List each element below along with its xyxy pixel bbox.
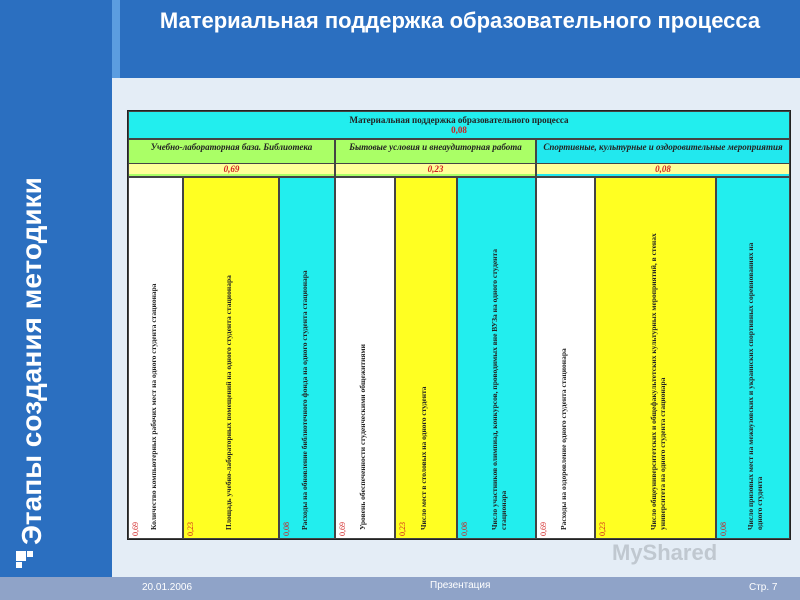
- indicator-column: [183, 177, 279, 539]
- indicator-label: Уровень обеспеченности студенческими общежитиями: [358, 344, 367, 530]
- indicator-column: [395, 177, 457, 539]
- logo-square: [16, 562, 22, 568]
- indicator-label: Число общеуниверситетских и общефакультетских культурных мероприятий, в стенах университета на одного студента стационара: [648, 233, 667, 530]
- group-weight: 0,69: [129, 163, 334, 174]
- group-header: [128, 139, 335, 177]
- indicator-label: Расходы на оздоровление одного студента стационара: [558, 348, 568, 530]
- indicator-weight: 0,23: [598, 522, 607, 536]
- indicator-column: [128, 177, 183, 539]
- indicator-weight: 0,69: [539, 522, 548, 536]
- table-title-weight: 0,08: [451, 125, 467, 135]
- logo-square: [16, 551, 26, 561]
- indicator-weight: 0,08: [719, 522, 728, 536]
- group-label: Бытовые условия и внеаудиторная работа: [349, 142, 522, 152]
- page-title: Материальная поддержка образовательного процесса: [159, 8, 761, 33]
- support-table: [127, 110, 791, 540]
- group-weight: 0,23: [336, 163, 535, 174]
- footer-page: Стр. 7: [749, 582, 778, 593]
- indicator-weight: 0,08: [460, 522, 469, 536]
- indicator-label: Площадь учебно-лабораторных помещений на одного студента стационара: [224, 275, 233, 530]
- sidebar-title: Этапы создания методики: [16, 177, 47, 545]
- indicator-label: Число мест в столовых на одного студента: [419, 386, 428, 530]
- indicator-label: Расходы на обновление библиотечного фонда на одного студента стационара: [300, 270, 309, 530]
- group-label: Спортивные, культурные и оздоровительные мероприятия: [543, 142, 783, 152]
- indicator-weight: 0,08: [282, 522, 291, 536]
- footer: [0, 577, 800, 600]
- watermark: MyShared: [612, 540, 718, 565]
- table-title-cell: [128, 111, 790, 139]
- indicator-column: [595, 177, 716, 539]
- indicator-weight: 0,69: [131, 522, 140, 536]
- group-weight: 0,08: [537, 163, 789, 174]
- indicator-label: Количество компьютерных рабочих мест на одного студента стационара: [148, 283, 158, 530]
- indicator-column: [716, 177, 790, 539]
- indicator-column: [279, 177, 335, 539]
- indicator-column: [536, 177, 595, 539]
- indicator-column: [457, 177, 536, 539]
- group-header: [335, 139, 536, 177]
- indicator-label: Число призовых мест на межвузовских и украинских спортивных соревнованиях на одного студента: [746, 242, 764, 530]
- indicator-column: [335, 177, 395, 539]
- group-header: [536, 139, 790, 177]
- indicator-label: Число участников олимпиад, конкурсов, проводимых вне ВУЗа на одного студента стационара: [489, 248, 508, 530]
- indicator-weight: 0,23: [398, 522, 407, 536]
- sidebar: [0, 0, 112, 577]
- indicator-weight: 0,69: [338, 522, 347, 536]
- group-label: Учебно-лабораторная база. Библиотека: [150, 142, 313, 152]
- table-title: Материальная поддержка образовательного процесса: [349, 115, 569, 125]
- indicator-weight: 0,23: [186, 522, 195, 536]
- footer-date: 20.01.2006: [142, 582, 193, 593]
- footer-center: Презентация: [430, 580, 491, 591]
- logo-square: [27, 551, 33, 557]
- header-accent: [112, 0, 120, 78]
